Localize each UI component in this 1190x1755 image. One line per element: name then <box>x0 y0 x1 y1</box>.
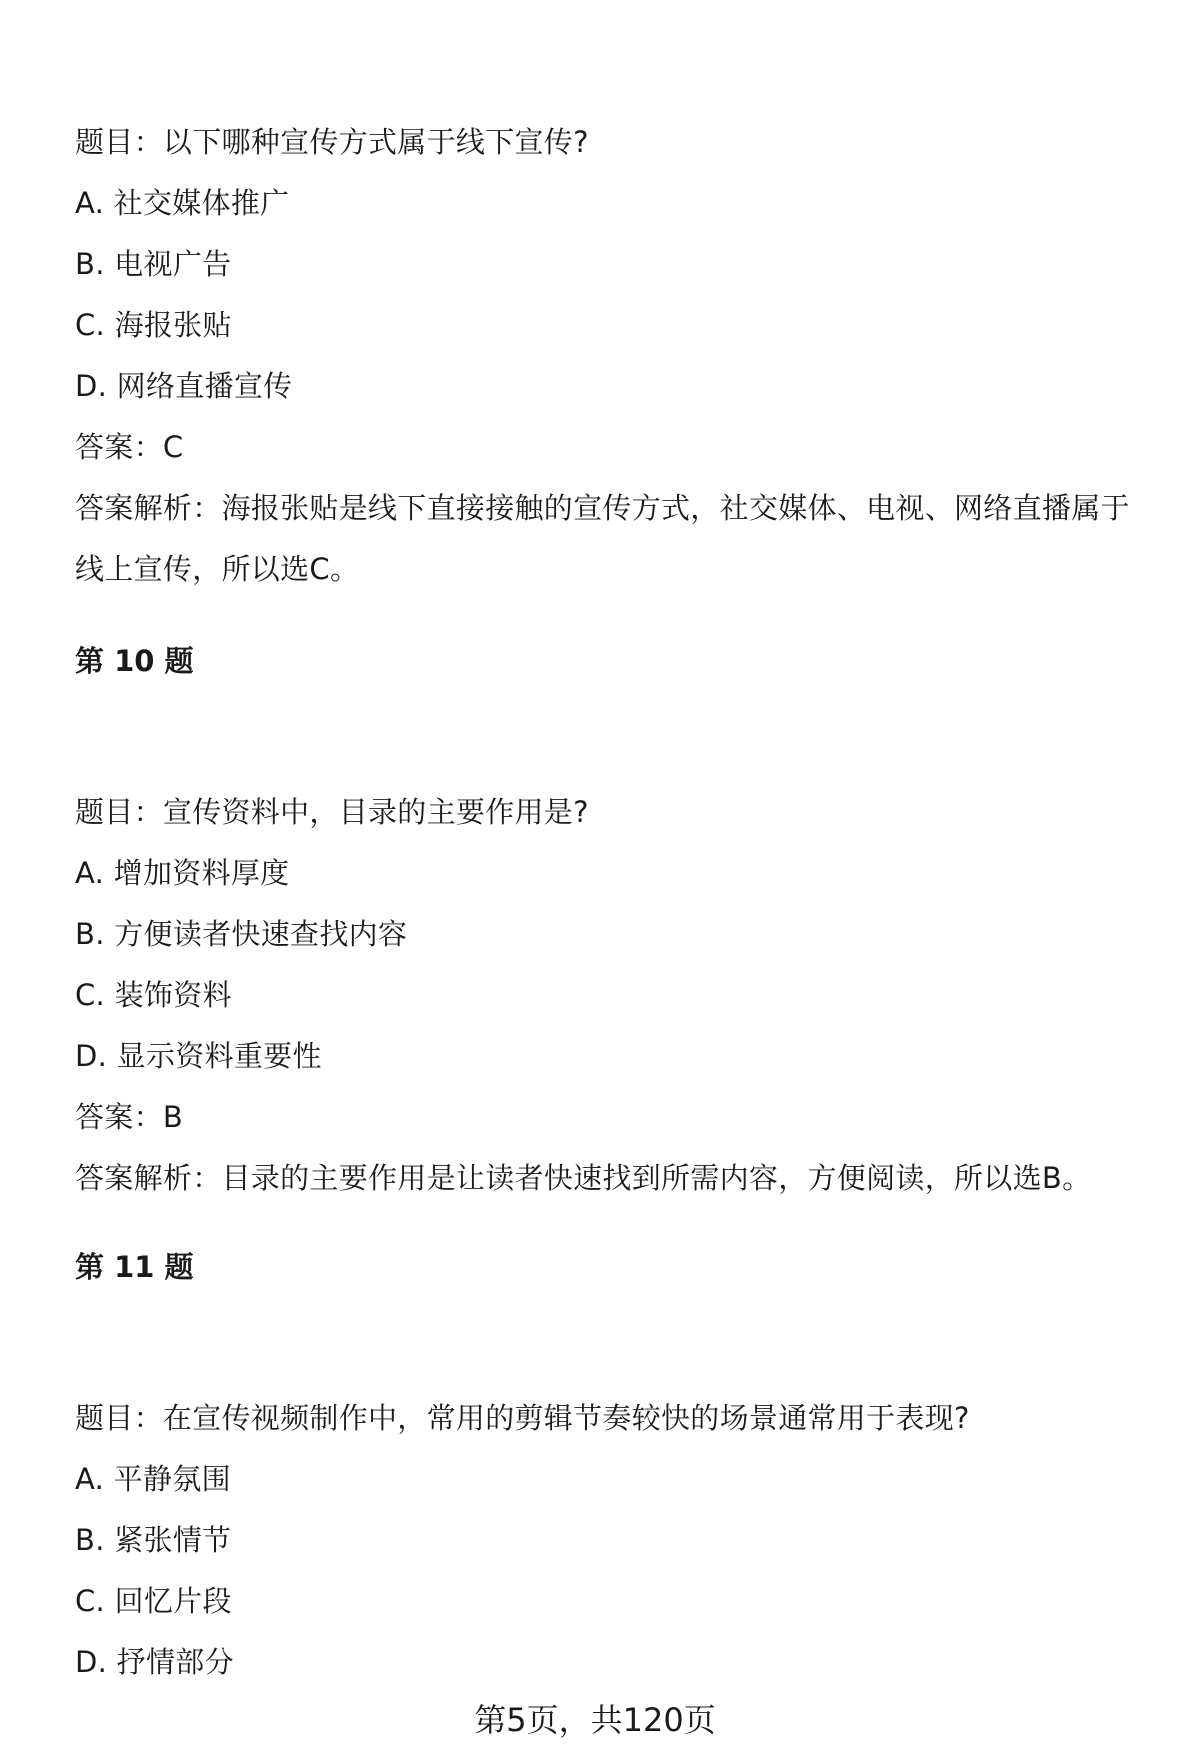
option-d: D. 网络直播宣传 <box>75 369 293 403</box>
question-stem: 题目：宣传资料中，目录的主要作用是? <box>75 795 589 829</box>
option-a: A. 平静氛围 <box>75 1462 231 1496</box>
option-a: A. 增加资料厚度 <box>75 856 290 890</box>
option-a: A. 社交媒体推广 <box>75 186 290 220</box>
option-d: D. 抒情部分 <box>75 1645 234 1679</box>
option-b: B. 电视广告 <box>75 247 232 281</box>
option-c: C. 回忆片段 <box>75 1584 232 1618</box>
question-heading: 第 11 题 <box>75 1250 194 1284</box>
page-number: 第5页，共120页 <box>474 1701 716 1739</box>
option-c: C. 装饰资料 <box>75 978 232 1012</box>
question-heading: 第 10 题 <box>75 644 194 678</box>
answer-analysis: 答案解析：目录的主要作用是让读者快速找到所需内容，方便阅读，所以选B。 <box>75 1161 1092 1195</box>
question-stem: 题目：以下哪种宣传方式属于线下宣传? <box>75 125 589 159</box>
option-c: C. 海报张贴 <box>75 308 232 342</box>
option-d: D. 显示资料重要性 <box>75 1039 322 1073</box>
answer-analysis: 答案解析：海报张贴是线下直接接触的宣传方式，社交媒体、电视、网络直播属于 <box>75 491 1130 525</box>
question-stem: 题目：在宣传视频制作中，常用的剪辑节奏较快的场景通常用于表现? <box>75 1401 970 1435</box>
answer-analysis-continued: 线上宣传，所以选C。 <box>75 552 360 586</box>
answer: 答案：B <box>75 1100 184 1134</box>
option-b: B. 方便读者快速查找内容 <box>75 917 408 951</box>
option-b: B. 紧张情节 <box>75 1523 232 1557</box>
answer: 答案：C <box>75 430 184 464</box>
